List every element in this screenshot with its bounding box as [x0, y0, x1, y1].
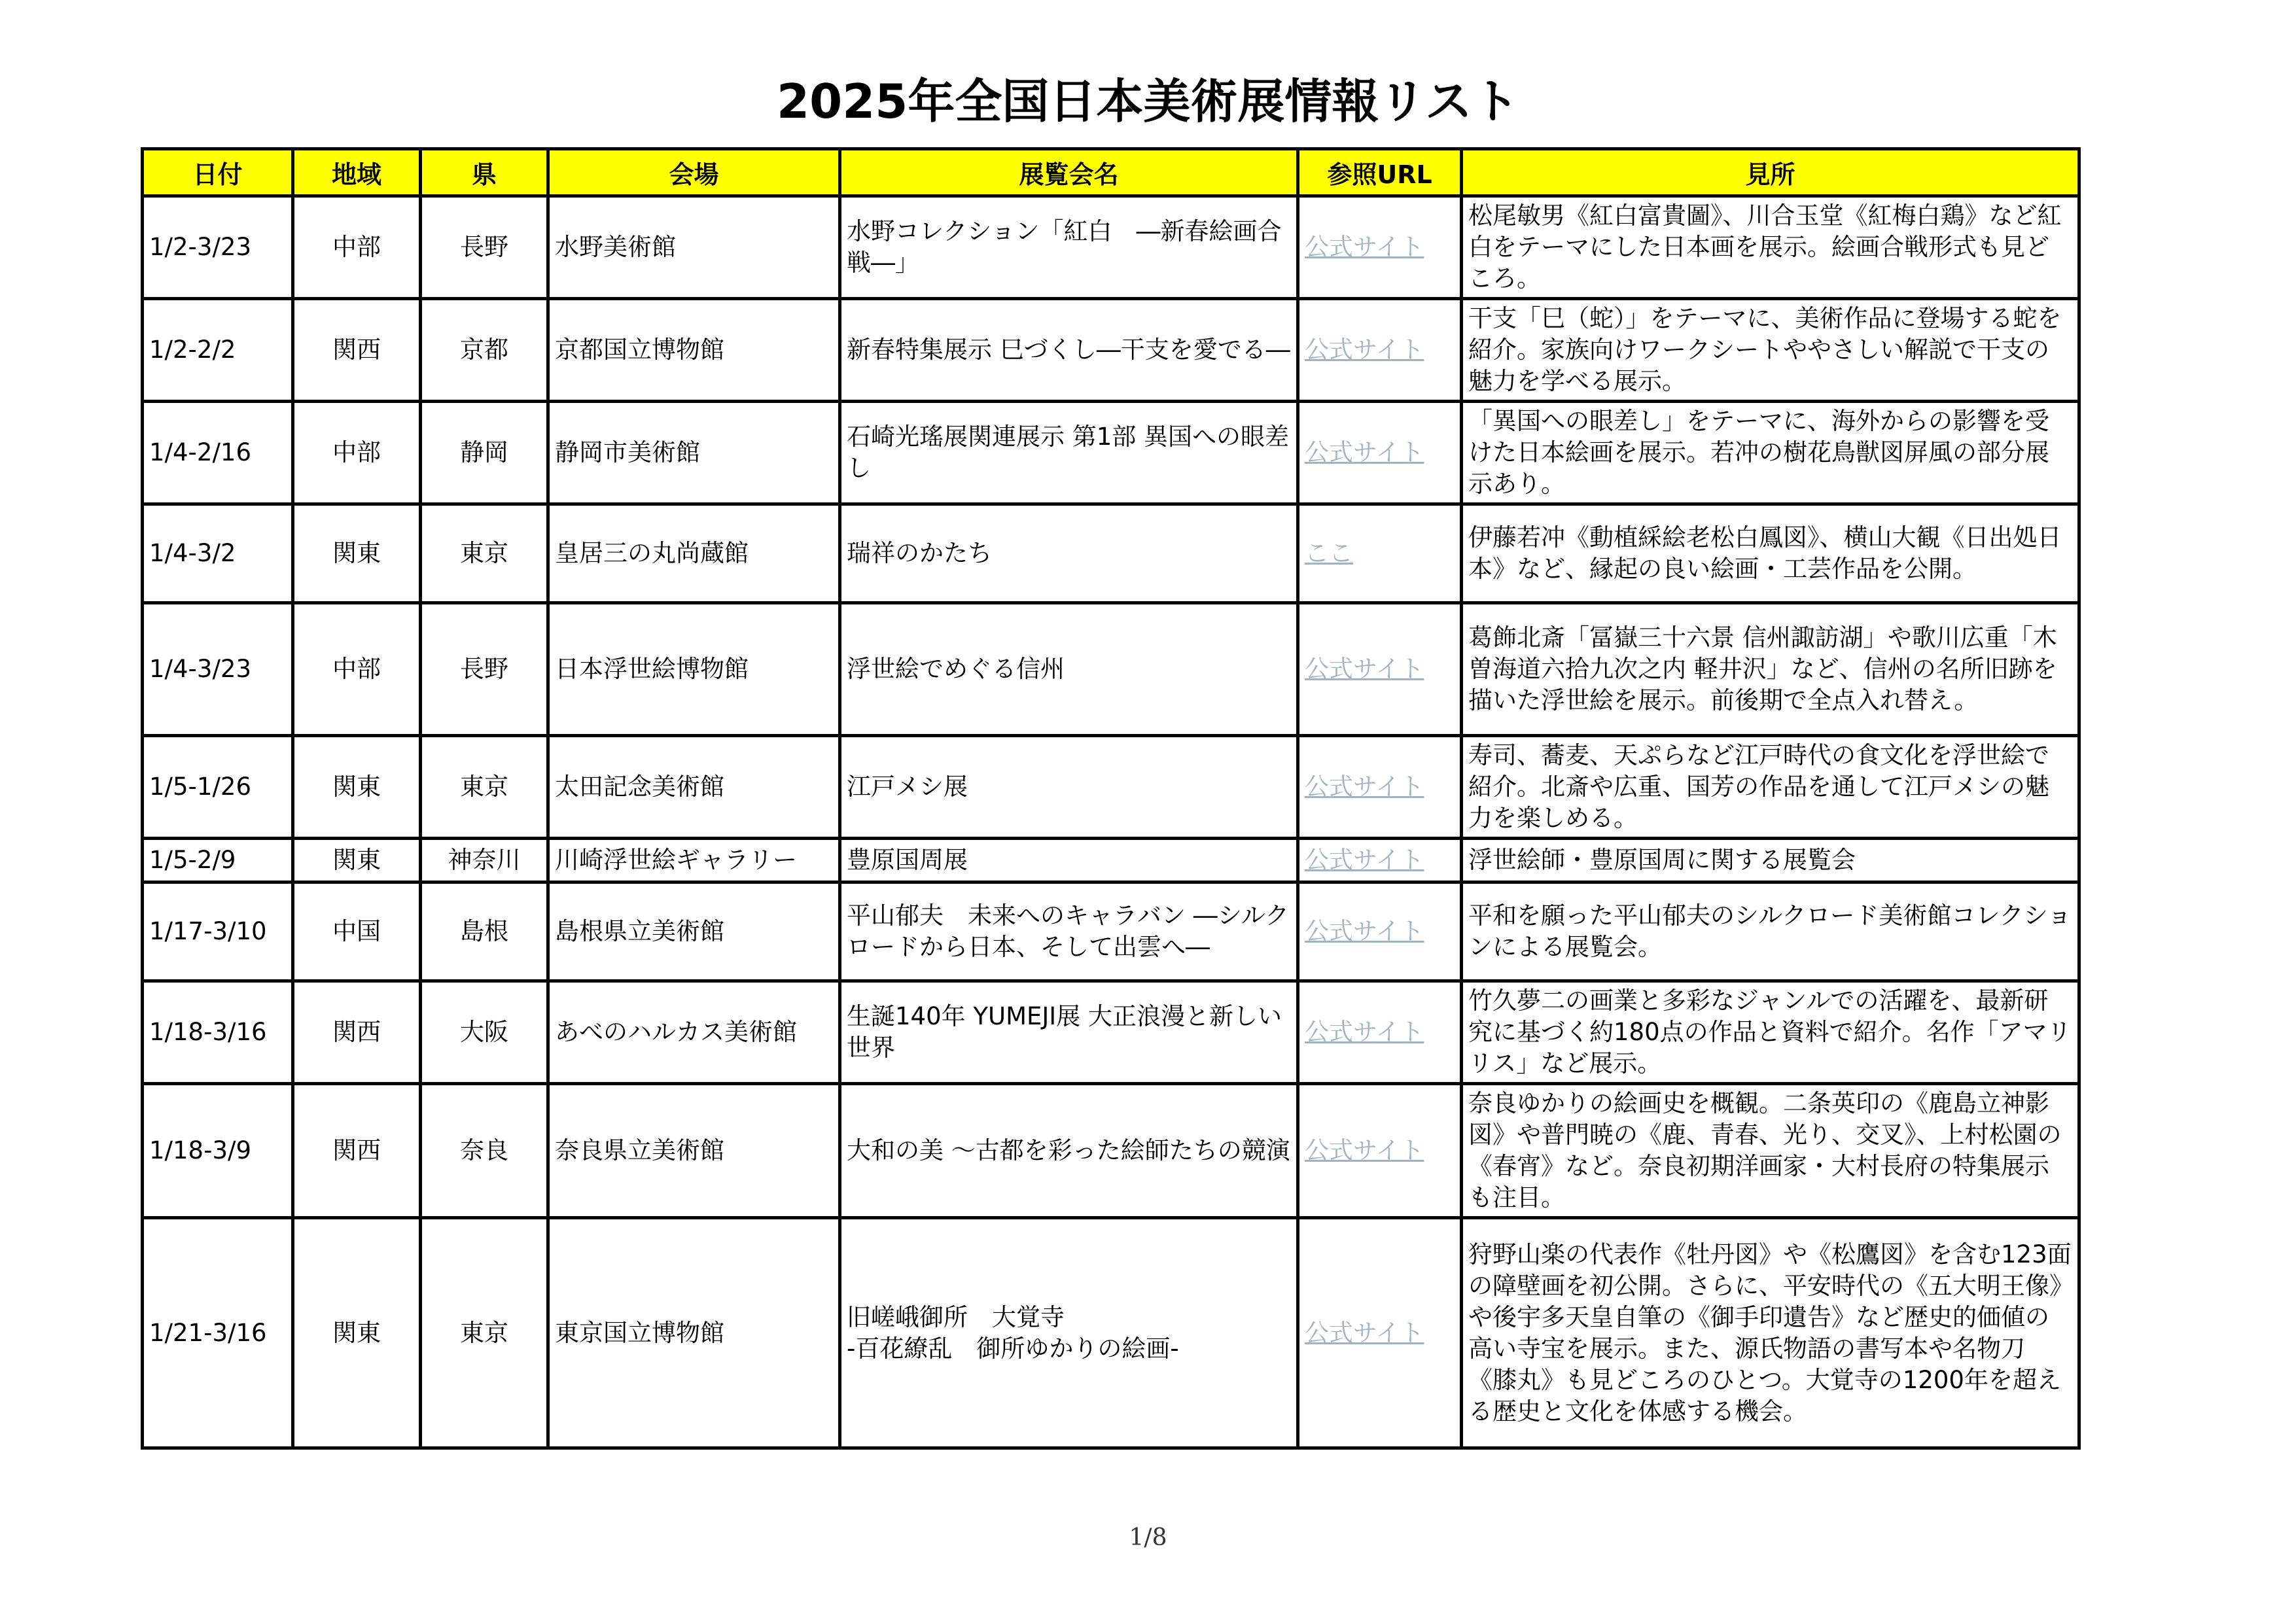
cell-exhibition-name: 石崎光瑤展関連展示 第1部 異国への眼差し	[840, 402, 1298, 504]
cell-url	[1298, 1218, 1462, 1448]
header-exhibition-name: 展覧会名	[840, 149, 1298, 196]
official-site-link[interactable]: 公式サイト	[1305, 438, 1424, 466]
official-site-link[interactable]: 公式サイト	[1305, 336, 1424, 364]
cell-venue: あべのハルカス美術館	[548, 981, 840, 1084]
cell-prefecture: 東京	[421, 736, 548, 839]
header-highlights: 見所	[1462, 149, 2079, 196]
table-row	[143, 736, 2079, 839]
table-row	[143, 603, 2079, 736]
cell-prefecture: 長野	[421, 603, 548, 736]
official-site-link[interactable]: 公式サイト	[1305, 1136, 1424, 1164]
cell-date: 1/17-3/10	[143, 882, 293, 981]
cell-venue: 静岡市美術館	[548, 402, 840, 504]
cell-region: 関西	[293, 981, 421, 1084]
cell-date: 1/2-2/2	[143, 299, 293, 402]
cell-highlights: 寿司、蕎麦、天ぷらなど江戸時代の食文化を浮世絵で紹介。北斎や広重、国芳の作品を通して江戸メシの魅力を楽しめる。	[1462, 736, 2079, 839]
cell-url	[1298, 1084, 1462, 1218]
cell-date: 1/21-3/16	[143, 1218, 293, 1448]
cell-venue: 島根県立美術館	[548, 882, 840, 981]
cell-url	[1298, 882, 1462, 981]
cell-highlights: 伊藤若冲《動植綵絵老松白鳳図》、横山大観《日出処日本》など、縁起の良い絵画・工芸作品を公開。	[1462, 504, 2079, 603]
cell-exhibition-name: 水野コレクション「紅白 ―新春絵画合戦―」	[840, 196, 1298, 299]
cell-region: 関東	[293, 839, 421, 882]
cell-url	[1298, 402, 1462, 504]
cell-date: 1/5-1/26	[143, 736, 293, 839]
official-site-link[interactable]: 公式サイト	[1305, 917, 1424, 945]
cell-date: 1/18-3/9	[143, 1084, 293, 1218]
cell-exhibition-name: 浮世絵でめぐる信州	[840, 603, 1298, 736]
cell-highlights: 松尾敏男《紅白富貴圖》、川合玉堂《紅梅白鶏》など紅白をテーマにした日本画を展示。絵画合戦形式も見どころ。	[1462, 196, 2079, 299]
cell-highlights: 奈良ゆかりの絵画史を概観。二条英印の《鹿島立神影図》や普門暁の《鹿、青春、光り、交叉》、上村松園の《春宵》など。奈良初期洋画家・大村長府の特集展示も注目。	[1462, 1084, 2079, 1218]
cell-date: 1/4-3/2	[143, 504, 293, 603]
cell-url	[1298, 504, 1462, 603]
cell-venue: 川崎浮世絵ギャラリー	[548, 839, 840, 882]
table-row	[143, 196, 2079, 299]
cell-highlights: 平和を願った平山郁夫のシルクロード美術館コレクションによる展覧会。	[1462, 882, 2079, 981]
cell-region: 関西	[293, 299, 421, 402]
table-row	[143, 402, 2079, 504]
cell-url	[1298, 299, 1462, 402]
cell-url	[1298, 981, 1462, 1084]
cell-venue: 水野美術館	[548, 196, 840, 299]
table-row	[143, 299, 2079, 402]
table-row	[143, 839, 2079, 882]
header-row	[143, 149, 2079, 196]
cell-date: 1/4-2/16	[143, 402, 293, 504]
official-site-link[interactable]: 公式サイト	[1305, 1018, 1424, 1046]
cell-prefecture: 東京	[421, 1218, 548, 1448]
cell-region: 関東	[293, 736, 421, 839]
cell-prefecture: 東京	[421, 504, 548, 603]
cell-url	[1298, 196, 1462, 299]
cell-exhibition-name: 旧嵯峨御所 大覚寺 -百花繚乱 御所ゆかりの絵画-	[840, 1218, 1298, 1448]
header-venue: 会場	[548, 149, 840, 196]
cell-venue: 京都国立博物館	[548, 299, 840, 402]
official-site-link[interactable]: 公式サイト	[1305, 773, 1424, 801]
cell-prefecture: 大阪	[421, 981, 548, 1084]
cell-region: 中部	[293, 603, 421, 736]
cell-exhibition-name: 瑞祥のかたち	[840, 504, 1298, 603]
page-title: 2025年全国日本美術展情報リスト	[777, 74, 1519, 129]
table-row	[143, 504, 2079, 603]
header-prefecture: 県	[421, 149, 548, 196]
table-row	[143, 1084, 2079, 1218]
cell-highlights: 狩野山楽の代表作《牡丹図》や《松鷹図》を含む123面の障壁画を初公開。さらに、平安時代の《五大明王像》や後宇多天皇自筆の《御手印遺告》など歴史的価値の高い寺宝を展示。また、源氏物語の書写本や名物刀《膝丸》も見どころのひとつ。大覚寺の1200年を超える歴史と文化を体感する機会。	[1462, 1218, 2079, 1448]
cell-prefecture: 奈良	[421, 1084, 548, 1218]
official-site-link[interactable]: 公式サイト	[1305, 1318, 1424, 1347]
page-number: 1/8	[1129, 1524, 1167, 1551]
cell-prefecture: 長野	[421, 196, 548, 299]
official-site-link[interactable]: 公式サイト	[1305, 846, 1424, 874]
cell-exhibition-name: 平山郁夫 未来へのキャラバン ―シルクロードから日本、そして出雲へ―	[840, 882, 1298, 981]
cell-date: 1/2-3/23	[143, 196, 293, 299]
cell-prefecture: 島根	[421, 882, 548, 981]
cell-date: 1/18-3/16	[143, 981, 293, 1084]
cell-date: 1/5-2/9	[143, 839, 293, 882]
cell-venue: 東京国立博物館	[548, 1218, 840, 1448]
cell-highlights: 干支「巳（蛇）」をテーマに、美術作品に登場する蛇を紹介。家族向けワークシートややさしい解説で干支の魅力を学べる展示。	[1462, 299, 2079, 402]
here-link[interactable]: ここ	[1305, 539, 1353, 567]
cell-prefecture: 静岡	[421, 402, 548, 504]
cell-url	[1298, 603, 1462, 736]
cell-highlights: 葛飾北斎「冨嶽三十六景 信州諏訪湖」や歌川広重「木曽海道六拾九次之内 軽井沢」など、信州の名所旧跡を描いた浮世絵を展示。前後期で全点入れ替え。	[1462, 603, 2079, 736]
header-url: 参照URL	[1298, 149, 1462, 196]
cell-url	[1298, 736, 1462, 839]
cell-exhibition-name: 新春特集展示 巳づくし―干支を愛でる―	[840, 299, 1298, 402]
cell-venue: 太田記念美術館	[548, 736, 840, 839]
official-site-link[interactable]: 公式サイト	[1305, 233, 1424, 261]
cell-venue: 奈良県立美術館	[548, 1084, 840, 1218]
cell-highlights: 浮世絵師・豊原国周に関する展覧会	[1462, 839, 2079, 882]
cell-url	[1298, 839, 1462, 882]
table-row	[143, 1218, 2079, 1448]
cell-highlights: 「異国への眼差し」をテーマに、海外からの影響を受けた日本絵画を展示。若冲の樹花鳥獣図屏風の部分展示あり。	[1462, 402, 2079, 504]
cell-exhibition-name: 豊原国周展	[840, 839, 1298, 882]
cell-venue: 日本浮世絵博物館	[548, 603, 840, 736]
cell-exhibition-name: 江戸メシ展	[840, 736, 1298, 839]
cell-region: 関東	[293, 504, 421, 603]
cell-region: 中部	[293, 196, 421, 299]
cell-date: 1/4-3/23	[143, 603, 293, 736]
header-date: 日付	[143, 149, 293, 196]
header-region: 地域	[293, 149, 421, 196]
cell-exhibition-name: 生誕140年 YUMEJI展 大正浪漫と新しい世界	[840, 981, 1298, 1084]
exhibition-table	[141, 147, 2081, 1450]
cell-prefecture: 神奈川	[421, 839, 548, 882]
cell-region: 関西	[293, 1084, 421, 1218]
table-row	[143, 981, 2079, 1084]
official-site-link[interactable]: 公式サイト	[1305, 655, 1424, 683]
cell-region: 関東	[293, 1218, 421, 1448]
cell-region: 中国	[293, 882, 421, 981]
cell-venue: 皇居三の丸尚蔵館	[548, 504, 840, 603]
cell-prefecture: 京都	[421, 299, 548, 402]
cell-highlights: 竹久夢二の画業と多彩なジャンルでの活躍を、最新研究に基づく約180点の作品と資料で紹介。名作「アマリリス」など展示。	[1462, 981, 2079, 1084]
cell-region: 中部	[293, 402, 421, 504]
cell-exhibition-name: 大和の美 ～古都を彩った絵師たちの競演	[840, 1084, 1298, 1218]
table-row	[143, 882, 2079, 981]
